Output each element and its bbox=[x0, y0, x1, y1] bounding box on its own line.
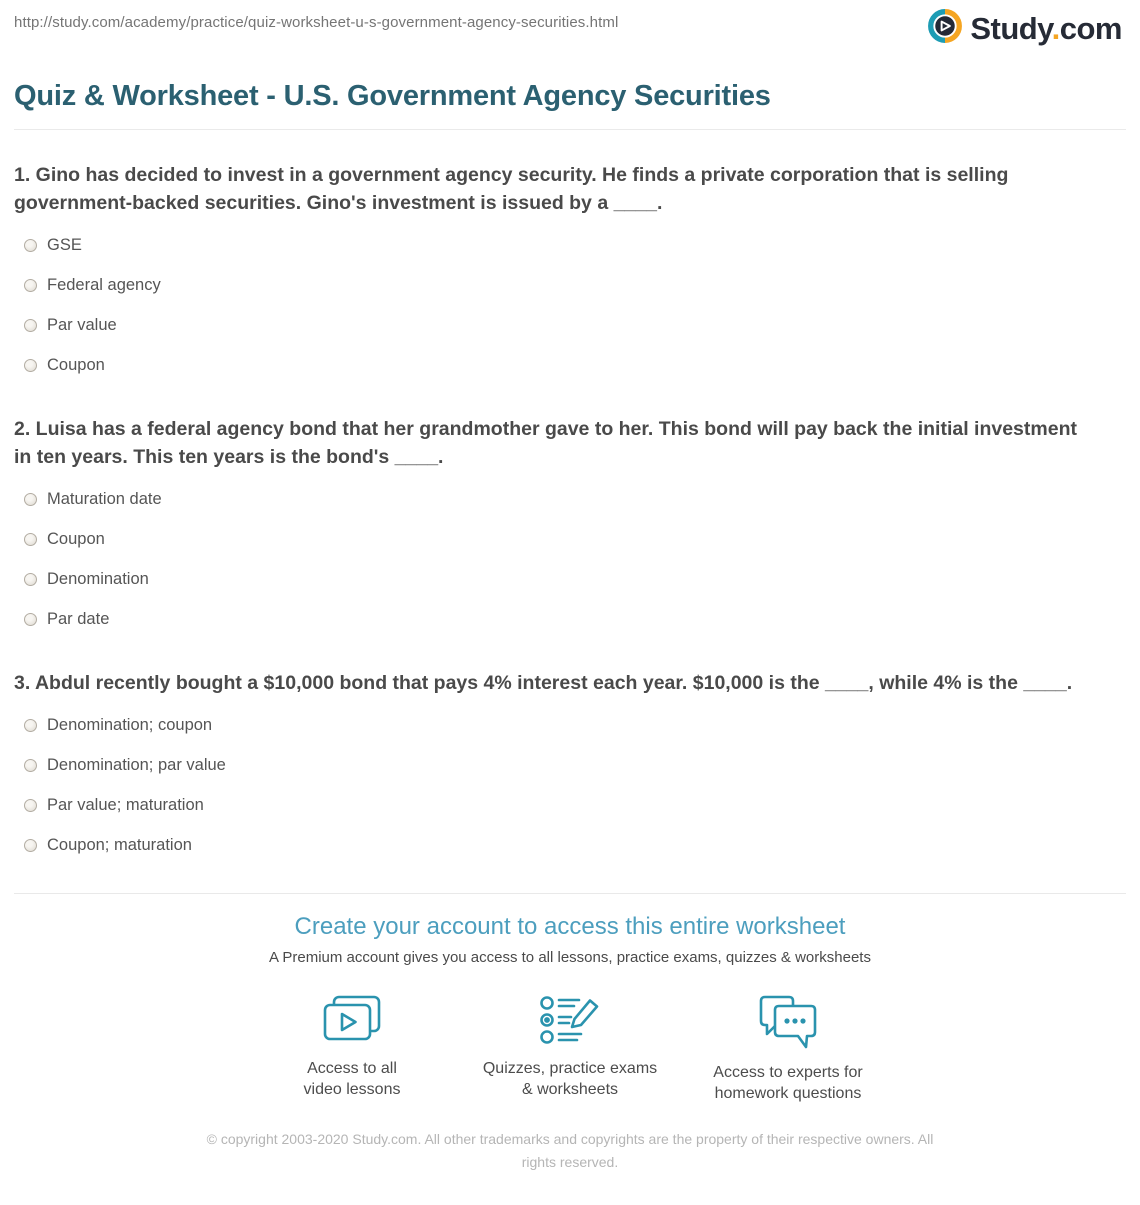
header bbox=[14, 0, 1126, 49]
radio-button[interactable] bbox=[24, 533, 37, 546]
page-title: Quiz & Worksheet - U.S. Government Agency Securities bbox=[14, 80, 771, 112]
option-label: Denomination; coupon bbox=[47, 715, 213, 734]
option-label: Maturation date bbox=[47, 489, 162, 508]
footer bbox=[14, 1128, 1126, 1174]
play-circle-icon bbox=[927, 8, 963, 49]
option-label: Coupon bbox=[47, 529, 105, 548]
question-2-option-1[interactable] bbox=[14, 479, 1126, 519]
question-2-option-3[interactable] bbox=[14, 559, 1126, 599]
benefit-video-lessons bbox=[243, 994, 461, 1104]
benefit-label-line1: Access to all bbox=[307, 1060, 397, 1077]
option-label: Par value; maturation bbox=[47, 795, 204, 814]
study-logo[interactable] bbox=[927, 8, 1122, 49]
benefit-label bbox=[713, 1062, 862, 1104]
logo-study: Study bbox=[970, 10, 1052, 46]
radio-button[interactable] bbox=[24, 359, 37, 372]
question-3-option-4[interactable] bbox=[14, 825, 1126, 865]
option-label: Coupon bbox=[47, 355, 105, 374]
benefit-label-line1: Access to experts for bbox=[713, 1064, 863, 1081]
option-label: Coupon; maturation bbox=[47, 835, 192, 854]
benefit-label-line1: Quizzes, practice exams bbox=[482, 1060, 658, 1077]
benefit-label-line2: & worksheets bbox=[521, 1081, 619, 1098]
radio-button[interactable] bbox=[24, 319, 37, 332]
radio-button[interactable] bbox=[24, 719, 37, 732]
copyright-text: © copyright 2003-2020 Study.com. All other trademarks and copyrights are the property of their respective owners. All rights reserved. bbox=[206, 1131, 934, 1170]
question-3 bbox=[14, 669, 1126, 865]
question-1-option-4[interactable] bbox=[14, 345, 1126, 385]
logo-text bbox=[970, 11, 1122, 47]
radio-button[interactable] bbox=[24, 279, 37, 292]
benefits-row bbox=[14, 994, 1126, 1104]
experts-chat-icon bbox=[757, 994, 819, 1050]
radio-button[interactable] bbox=[24, 799, 37, 812]
logo-dot: . bbox=[1051, 10, 1060, 46]
page-url: http://study.com/academy/practice/quiz-worksheet-u-s-government-agency-securities.html bbox=[14, 14, 619, 31]
radio-button[interactable] bbox=[24, 613, 37, 626]
question-1-option-1[interactable] bbox=[14, 225, 1126, 265]
quizzes-worksheets-icon bbox=[538, 994, 602, 1046]
question-2 bbox=[14, 415, 1126, 639]
radio-button[interactable] bbox=[24, 493, 37, 506]
benefit-label-line2: homework questions bbox=[714, 1085, 862, 1102]
radio-button[interactable] bbox=[24, 239, 37, 252]
question-2-text: 2. Luisa has a federal agency bond that her grandmother gave to her. This bond will pay back the initial investment in ten years. This ten years is the bond's ____. bbox=[14, 418, 1077, 468]
question-3-options bbox=[14, 705, 1126, 865]
radio-button[interactable] bbox=[24, 573, 37, 586]
cta-divider bbox=[14, 893, 1126, 894]
question-2-option-2[interactable] bbox=[14, 519, 1126, 559]
question-3-option-3[interactable] bbox=[14, 785, 1126, 825]
benefit-label bbox=[483, 1058, 657, 1100]
option-label: Par date bbox=[47, 609, 110, 628]
question-2-option-4[interactable] bbox=[14, 599, 1126, 639]
radio-button[interactable] bbox=[24, 839, 37, 852]
option-label: Par value bbox=[47, 315, 117, 334]
logo-com: com bbox=[1059, 10, 1122, 46]
question-1-option-3[interactable] bbox=[14, 305, 1126, 345]
question-1-options bbox=[14, 225, 1126, 385]
question-1-text: 1. Gino has decided to invest in a government agency security. He finds a private corporation that is selling government-backed securities. Gino's investment is issued by a ____. bbox=[14, 164, 1009, 214]
radio-button[interactable] bbox=[24, 759, 37, 772]
benefit-quizzes-worksheets bbox=[461, 994, 679, 1104]
question-3-option-2[interactable] bbox=[14, 745, 1126, 785]
option-label: GSE bbox=[47, 235, 82, 254]
cta-subtitle: A Premium account gives you access to all lessons, practice exams, quizzes & worksheets bbox=[269, 949, 871, 966]
option-label: Denomination; par value bbox=[47, 755, 226, 774]
benefit-experts-chat bbox=[679, 994, 897, 1104]
benefit-label bbox=[304, 1058, 401, 1100]
cta-title: Create your account to access this entire worksheet bbox=[294, 913, 846, 940]
option-label: Denomination bbox=[47, 569, 149, 588]
title-divider bbox=[14, 129, 1126, 130]
question-3-text: 3. Abdul recently bought a $10,000 bond that pays 4% interest each year. $10,000 is the ____, while 4% is the ____. bbox=[14, 672, 1073, 694]
benefit-label-line2: video lessons bbox=[303, 1081, 401, 1098]
question-3-option-1[interactable] bbox=[14, 705, 1126, 745]
video-lessons-icon bbox=[321, 994, 383, 1046]
question-2-options bbox=[14, 479, 1126, 639]
question-1-option-2[interactable] bbox=[14, 265, 1126, 305]
question-1 bbox=[14, 161, 1126, 385]
option-label: Federal agency bbox=[47, 275, 161, 294]
